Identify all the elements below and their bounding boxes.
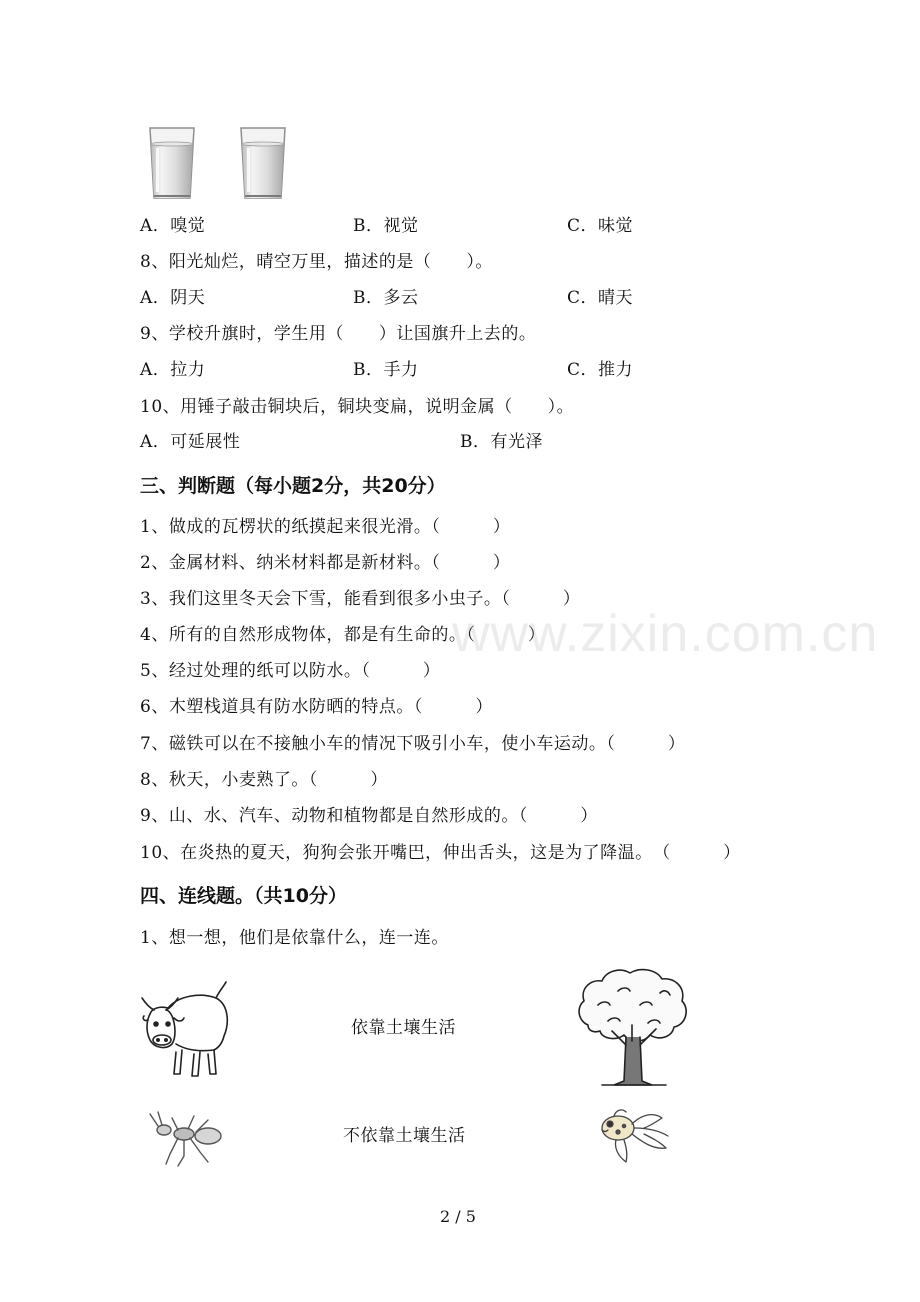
judge-item-8: 8、秋天，小麦熟了。（ ） [140,770,388,790]
cow-image [138,978,234,1084]
q9-option-b: B．手力 [353,360,419,380]
section-4-question: 1、想一想，他们是依靠什么，连一连。 [140,928,449,948]
section-3-title: 三、判断题（每小题2分，共20分） [140,475,446,497]
section-4-title: 四、连线题。（共10分） [140,885,347,907]
q9-question: 9、学校升旗时，学生用（ ）让国旗升上去的。 [140,324,537,344]
judge-item-9: 9、山、水、汽车、动物和植物都是自然形成的。（ ） [140,806,598,826]
label-depends-on-soil: 依靠土壤生活 [351,1018,456,1038]
q9-option-a: A．拉力 [140,360,206,380]
q10-question: 10、用锤子敲击铜块后，铜块变扁，说明金属（ ）。 [140,397,575,417]
q8-option-a: A．阴天 [140,288,206,308]
judge-item-6: 6、木塑栈道具有防水防晒的特点。（ ） [140,697,493,717]
q10-option-a: A．可延展性 [140,432,241,452]
q7-option-b: B．视觉 [353,216,419,236]
q9-option-c: C．推力 [567,360,634,380]
judge-item-7: 7、磁铁可以在不接触小车的情况下吸引小车，使小车运动。（ ） [140,734,686,754]
watermark: www.zixin.com.cn [452,605,879,663]
judge-item-2: 2、金属材料、纳米材料都是新材料。（ ） [140,553,511,573]
q7-option-c: C．味觉 [567,216,634,236]
page-number: 2 / 5 [440,1207,476,1226]
tree-image [574,965,690,1093]
water-glass-image-2 [239,126,287,204]
q8-option-c: C．晴天 [567,288,634,308]
water-glass-image-1 [148,126,196,204]
label-not-depends-on-soil: 不依靠土壤生活 [343,1126,466,1146]
judge-item-4: 4、所有的自然形成物体，都是有生命的。（ ） [140,625,546,645]
judge-item-5: 5、经过处理的纸可以防水。（ ） [140,661,441,681]
judge-item-10: 10、在炎热的夏天，狗狗会张开嘴巴，伸出舌头，这是为了降温。 （ ） [140,843,741,863]
judge-item-3: 3、我们这里冬天会下雪，能看到很多小虫子。（ ） [140,589,581,609]
q7-option-a: A．嗅觉 [140,216,206,236]
ant-image [148,1110,226,1172]
q10-option-b: B．有光泽 [460,432,543,452]
q8-option-b: B．多云 [353,288,419,308]
q8-question: 8、阳光灿烂，晴空万里，描述的是（ ）。 [140,252,493,272]
judge-item-1: 1、做成的瓦楞状的纸摸起来很光滑。（ ） [140,517,511,537]
goldfish-image [596,1106,672,1172]
